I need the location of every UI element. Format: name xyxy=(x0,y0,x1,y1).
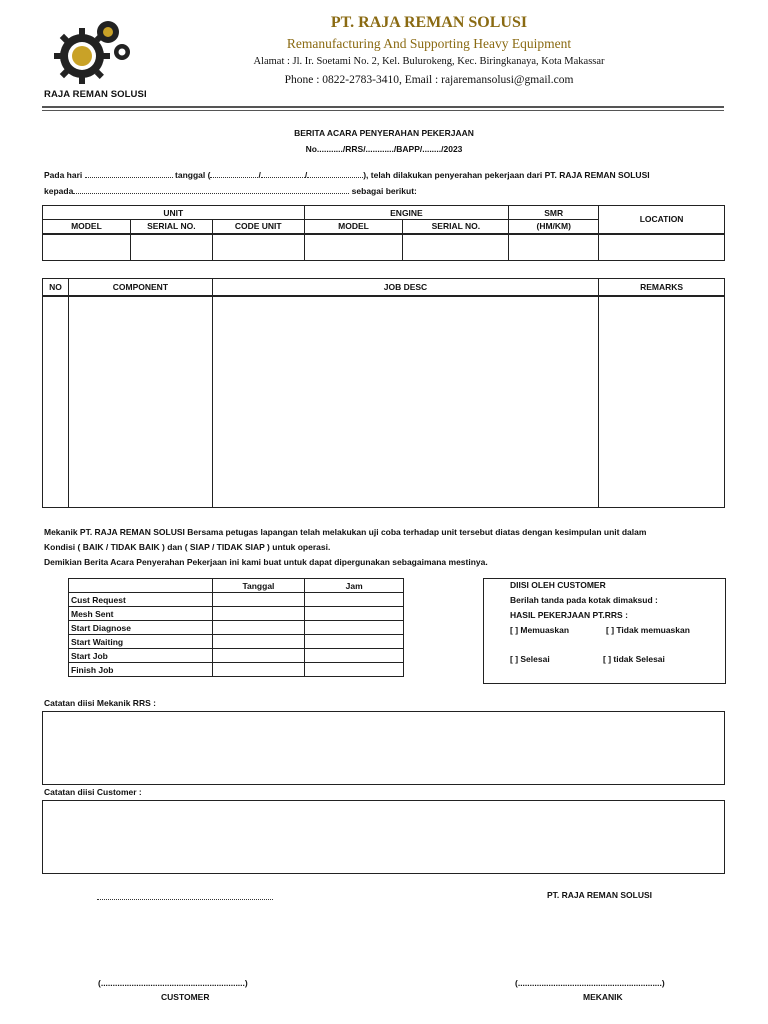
mechanic-signature-line[interactable]: (.............................................................) xyxy=(515,978,665,988)
result-label: HASIL PEKERJAAN PT.RRS : xyxy=(510,610,628,620)
unit-model-cell[interactable] xyxy=(43,234,131,261)
time-hour-cell[interactable] xyxy=(305,607,404,621)
handover-statement: ), telah dilakukan penyerahan pekerjaan dari PT. RAJA REMAN SOLUSI xyxy=(363,170,650,180)
smr-header: SMR xyxy=(509,206,599,220)
mechanic-signature-label: MEKANIK xyxy=(583,992,623,1002)
job-desc-header: JOB DESC xyxy=(212,279,598,296)
date-place-line[interactable] xyxy=(97,899,273,900)
unit-table xyxy=(42,205,725,261)
code-unit-cell[interactable] xyxy=(212,234,304,261)
time-row-label: Start Waiting xyxy=(69,635,213,649)
no-header: NO xyxy=(43,279,69,296)
remarks-header: REMARKS xyxy=(599,279,725,296)
intro-line-1 xyxy=(44,170,650,180)
customer-signature-label: CUSTOMER xyxy=(161,992,210,1002)
statement-line-1: Mekanik PT. RAJA REMAN SOLUSI Bersama petugas lapangan telah melakukan uji coba terhadap unit tersebut diatas dengan kesimpulan unit dalam xyxy=(44,527,647,537)
company-contact: Phone : 0822-2783-3410, Email : rajaremansolusi@gmail.com xyxy=(284,74,574,86)
date-month-field[interactable] xyxy=(261,177,305,178)
date-day-field[interactable] xyxy=(210,177,258,178)
smr-cell[interactable] xyxy=(509,234,599,261)
company-tagline: Remanufacturing And Supporting Heavy Equipment xyxy=(286,36,572,51)
statement-line-2: Kondisi ( BAIK / TIDAK BAIK ) dan ( SIAP / TIDAK SIAP ) untuk operasi. xyxy=(44,542,331,552)
time-hour-cell[interactable] xyxy=(305,635,404,649)
time-date-cell[interactable] xyxy=(212,607,305,621)
location-cell[interactable] xyxy=(599,234,725,261)
time-row-label: Finish Job xyxy=(69,663,213,677)
component-cell[interactable] xyxy=(68,296,212,508)
date-year-field[interactable] xyxy=(307,177,363,178)
company-name: PT. RAJA REMAN SOLUSI xyxy=(330,14,528,31)
time-date-cell[interactable] xyxy=(212,593,305,607)
time-row-label: Cust Request xyxy=(69,593,213,607)
time-table xyxy=(68,578,404,677)
time-row-label: Start Diagnose xyxy=(69,621,213,635)
time-date-cell[interactable] xyxy=(212,663,305,677)
date-slash: / xyxy=(258,170,261,180)
unit-model-header: MODEL xyxy=(43,220,131,234)
component-header: COMPONENT xyxy=(68,279,212,296)
tanggal-label: tanggal ( xyxy=(175,170,211,180)
option-tidak-selesai[interactable]: [ ] tidak Selesai xyxy=(603,654,665,664)
day-field[interactable] xyxy=(85,177,173,178)
customer-signature-line[interactable]: (.............................................................) xyxy=(98,978,248,988)
option-tidak-memuaskan[interactable]: [ ] Tidak memuaskan xyxy=(606,625,690,635)
time-date-cell[interactable] xyxy=(212,621,305,635)
customer-feedback-box xyxy=(483,578,726,684)
time-hour-cell[interactable] xyxy=(305,663,404,677)
engine-model-header: MODEL xyxy=(304,220,403,234)
option-selesai[interactable]: [ ] Selesai xyxy=(510,654,550,664)
time-hour-cell[interactable] xyxy=(305,621,404,635)
mechanic-notes-box[interactable] xyxy=(42,711,725,785)
time-hour-cell[interactable] xyxy=(305,593,404,607)
job-desc-cell[interactable] xyxy=(212,296,598,508)
customer-box-title: DIISI OLEH CUSTOMER xyxy=(510,580,606,590)
tanggal-header: Tanggal xyxy=(212,579,305,593)
time-row-label: Mesh Sent xyxy=(69,607,213,621)
code-unit-header: CODE UNIT xyxy=(212,220,304,234)
pada-hari-label: Pada hari xyxy=(44,170,83,180)
location-header: LOCATION xyxy=(599,206,725,234)
date-slash: / xyxy=(304,170,308,180)
engine-model-cell[interactable] xyxy=(304,234,403,261)
unit-serial-cell[interactable] xyxy=(130,234,212,261)
unit-serial-header: SERIAL NO. xyxy=(130,220,212,234)
company-address: Alamat : Jl. Ir. Soetami No. 2, Kel. Bulurokeng, Kec. Biringkanaya, Kota Makassar xyxy=(253,56,605,67)
intro-line-2 xyxy=(44,186,417,196)
remarks-cell[interactable] xyxy=(599,296,725,508)
customer-notes-label: Catatan diisi Customer : xyxy=(44,787,142,797)
mechanic-notes-label: Catatan diisi Mekanik RRS : xyxy=(44,698,156,708)
signature-company: PT. RAJA REMAN SOLUSI xyxy=(547,890,653,900)
smr-unit-header: (HM/KM) xyxy=(509,220,599,234)
component-table xyxy=(42,278,725,508)
time-row-label: Start Job xyxy=(69,649,213,663)
option-memuaskan[interactable]: [ ] Memuaskan xyxy=(510,625,570,635)
recipient-field[interactable] xyxy=(73,193,349,194)
engine-serial-cell[interactable] xyxy=(403,234,509,261)
time-label-header xyxy=(69,579,213,593)
engine-serial-header: SERIAL NO. xyxy=(403,220,509,234)
statement-line-3: Demikian Berita Acara Penyerahan Pekerjaan ini kami buat untuk dapat dipergunakan sebagaimana mestinya. xyxy=(44,557,488,567)
customer-box-instruction: Berilah tanda pada kotak dimaksud : xyxy=(510,595,658,605)
time-date-cell[interactable] xyxy=(212,649,305,663)
header-divider xyxy=(42,106,724,108)
customer-notes-box[interactable] xyxy=(42,800,725,874)
sebagai-label: sebagai berikut: xyxy=(351,186,417,196)
engine-group-header: ENGINE xyxy=(304,206,509,220)
logo-text: RAJA REMAN SOLUSI xyxy=(44,89,147,100)
document-title: BERITA ACARA PENYERAHAN PEKERJAAN xyxy=(294,128,474,138)
no-cell[interactable] xyxy=(43,296,69,508)
document-number: No.........../RRS/............/BAPP/......../2023 xyxy=(305,144,463,154)
time-hour-cell[interactable] xyxy=(305,649,404,663)
header-divider-thin xyxy=(42,110,724,111)
kepada-label: kepada xyxy=(44,186,74,196)
jam-header: Jam xyxy=(305,579,404,593)
unit-group-header: UNIT xyxy=(43,206,305,220)
time-date-cell[interactable] xyxy=(212,635,305,649)
